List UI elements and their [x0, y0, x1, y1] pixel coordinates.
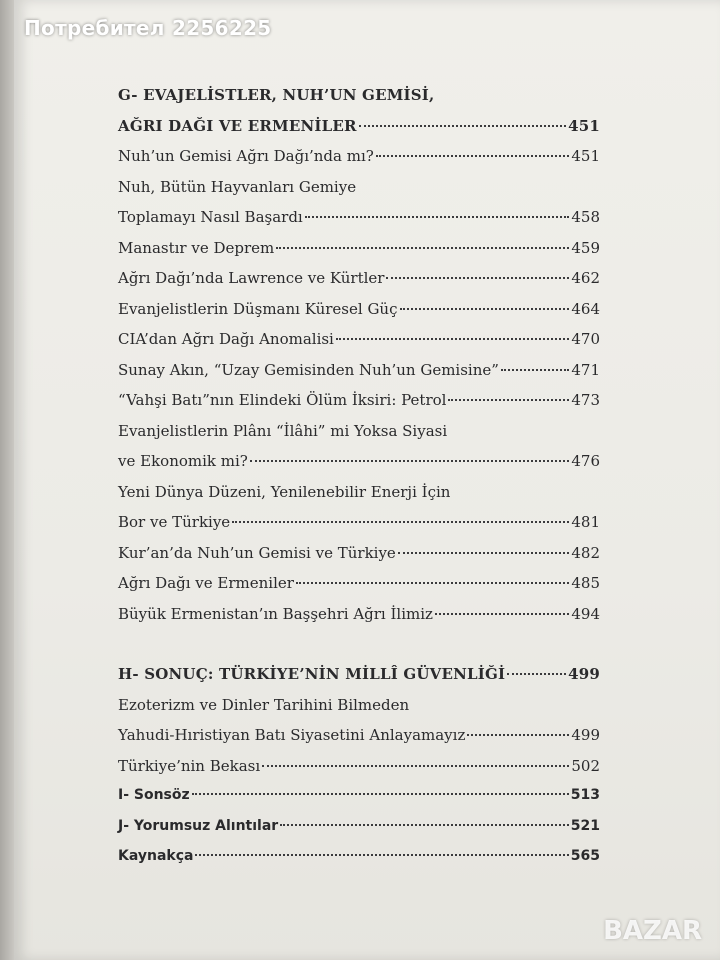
section-h-entries [118, 696, 600, 788]
toc-entry [118, 239, 600, 270]
dot-leader [232, 521, 569, 523]
dot-leader [398, 552, 570, 554]
page-number: 481 [571, 513, 600, 531]
dot-leader [195, 854, 568, 856]
toc-entry [118, 422, 600, 453]
toc-entry [118, 178, 600, 209]
toc-entry-title: Büyük Ermenistan’ın Başşehri Ağrı İlimiz [118, 604, 433, 623]
page-number: 482 [571, 543, 600, 562]
toc-entry-title: Kaynakça [118, 848, 194, 864]
page-number: 499 [571, 726, 600, 744]
book-spine-shadow [0, 0, 14, 960]
page-number: 470 [571, 330, 600, 348]
toc-entry [118, 574, 600, 605]
toc-entry [118, 208, 600, 239]
toc-entry-title: Yahudi-Hıristiyan Batı Siyasetini Anlayamayız [118, 726, 466, 744]
toc-entry [118, 818, 600, 849]
toc-entry-title: Nuh’un Gemisi Ağrı Dağı’nda mı? [118, 147, 374, 165]
toc-entry [118, 269, 600, 300]
dot-leader [376, 155, 570, 157]
toc-entry-title: Ezoterizm ve Dinler Tarihini Bilmeden [118, 695, 410, 714]
toc-entry-title: CIA’dan Ağrı Dağı Anomalisi [118, 330, 334, 348]
dot-leader [400, 308, 570, 310]
toc-entry [118, 147, 600, 178]
uploader-watermark: Потребител 2256225 [24, 16, 272, 40]
toc-entry [118, 696, 600, 727]
page-number: 485 [571, 574, 600, 592]
book-page [14, 0, 720, 960]
dot-leader [467, 734, 569, 736]
page-number: 565 [570, 848, 600, 864]
section-g-heading-line1 [118, 86, 600, 117]
page-number: 459 [571, 238, 600, 257]
dot-leader [359, 125, 566, 127]
section-g-heading-line2 [118, 117, 600, 148]
tail-entries [118, 787, 600, 879]
dot-leader [250, 460, 570, 462]
dot-leader [336, 338, 570, 340]
toc-entry [118, 726, 600, 757]
toc-entry-title: Türkiye’nin Bekası [118, 756, 261, 775]
toc-entry [118, 330, 600, 361]
page-number: 458 [571, 208, 600, 226]
page-number: 464 [571, 299, 600, 318]
toc-entry-title: Toplamayı Nasıl Başardı [118, 208, 303, 226]
page-number: 462 [571, 269, 600, 287]
toc-entry-title: Ağrı Dağı’nda Lawrence ve Kürtler [118, 269, 385, 287]
toc-entry [118, 787, 600, 818]
toc-entry-title: Kur’an’da Nuh’un Gemisi ve Türkiye [118, 543, 396, 562]
toc-entry [118, 848, 600, 879]
toc-entry-title: Yeni Dünya Düzeni, Yenilenebilir Enerji İçin [118, 482, 451, 501]
toc-entry-title: Manastır ve Deprem [118, 238, 275, 257]
toc-entry-title: J- Yorumsuz Alıntılar [118, 817, 279, 834]
page-number: 471 [571, 360, 600, 379]
bazar-logo-watermark: BAZAR [603, 916, 702, 946]
page-number: 476 [571, 452, 600, 470]
page-number: 451 [571, 147, 600, 165]
page-number: 451 [568, 116, 600, 135]
toc-entry [118, 757, 600, 788]
toc-entry [118, 361, 600, 392]
dot-leader [435, 613, 569, 615]
toc-entry [118, 605, 600, 636]
toc-entry-title: Ağrı Dağı ve Ermeniler [118, 574, 294, 592]
dot-leader [276, 247, 569, 249]
toc-entry-title: Nuh, Bütün Hayvanları Gemiye [118, 177, 357, 196]
toc-entry-title: Sunay Akın, “Uzay Gemisinden Nuh’un Gemisine” [118, 360, 499, 379]
section-gap [118, 635, 600, 665]
page-number: 521 [570, 817, 600, 834]
dot-leader [296, 582, 569, 584]
table-of-contents [118, 86, 600, 879]
toc-entry-title: I- Sonsöz [118, 787, 190, 803]
dot-leader [262, 765, 569, 767]
section-h-heading-text: H- SONUÇ: TÜRKİYE’NİN MİLLÎ GÜVENLİĞİ [118, 665, 506, 683]
dot-leader [386, 277, 569, 279]
toc-entry [118, 483, 600, 514]
toc-entry-title: “Vahşi Batı”nın Elindeki Ölüm İksiri: Petrol [118, 391, 447, 409]
toc-entry [118, 544, 600, 575]
toc-entry-title: ve Ekonomik mi? [118, 452, 248, 470]
page-number: 499 [568, 665, 600, 683]
page-number: 513 [570, 787, 600, 803]
page-number: 473 [571, 391, 600, 409]
toc-entry-title: Evanjelistlerin Plânı “İlâhi” mi Yoksa Siyasi [118, 421, 448, 440]
toc-entry [118, 452, 600, 483]
page-number: 502 [571, 756, 600, 775]
toc-entry [118, 391, 600, 422]
dot-leader [305, 216, 570, 218]
section-h-heading [118, 665, 600, 696]
section-g-heading-text1: G- EVAJELİSTLER, NUH’UN GEMİSİ, [118, 86, 435, 104]
page-number: 494 [571, 604, 600, 623]
dot-leader [507, 673, 566, 675]
section-g-heading-text2: AĞRI DAĞI VE ERMENİLER [118, 116, 357, 135]
toc-entry-title: Evanjelistlerin Düşmanı Küresel Güç [118, 299, 398, 318]
section-g-entries [118, 147, 600, 635]
dot-leader [448, 399, 569, 401]
dot-leader [280, 824, 569, 826]
dot-leader [192, 793, 569, 795]
dot-leader [501, 369, 569, 371]
toc-entry-title: Bor ve Türkiye [118, 513, 231, 531]
toc-entry [118, 513, 600, 544]
toc-entry [118, 300, 600, 331]
